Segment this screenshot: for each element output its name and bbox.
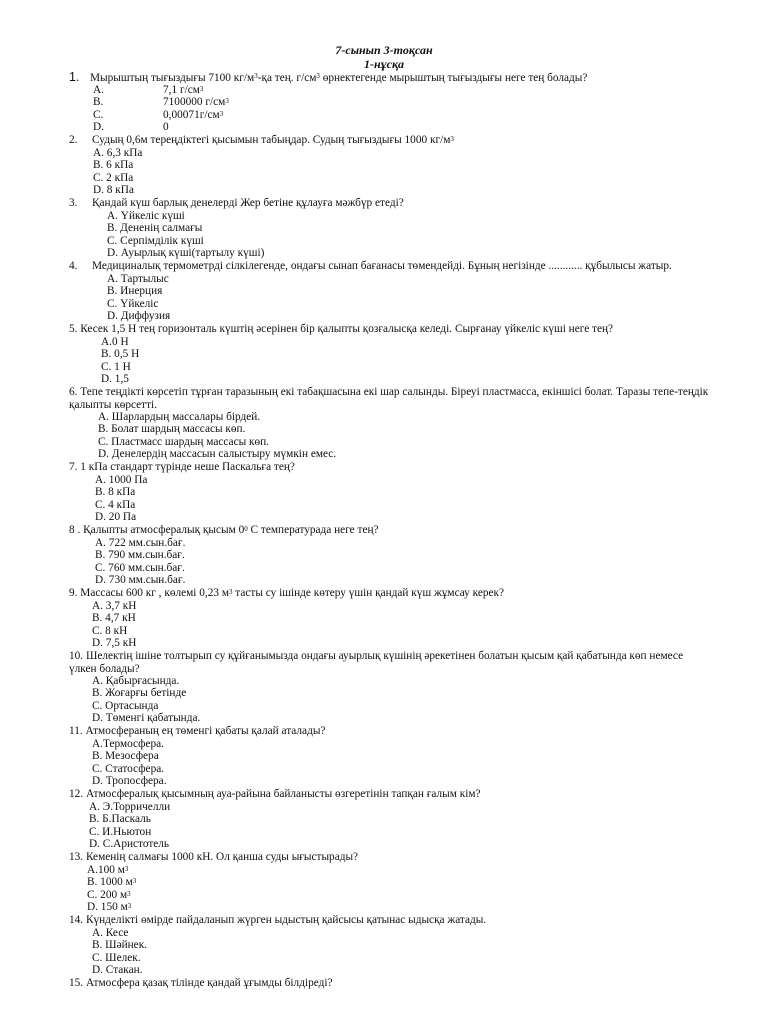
question-7-option-c: C. 4 кПа: [95, 499, 136, 511]
question-1-option-a: A. 7,1 $г/см^3$: [93, 84, 204, 96]
question-6-option-c: C. Пластмасс шардың массасы көп.: [98, 436, 270, 448]
question-3-option-a: А. Үйкеліс күші: [107, 210, 185, 222]
question-4: 4. Медициналық термометрді сілкілегенде, ондағы сынап бағанасы төмендейді. Бұның негізінде ............ құбылысы жатыр.: [69, 260, 672, 272]
question-6-option-d: D. Денелердің массасын салыстыру мүмкін емес.: [98, 448, 337, 460]
question-4-option-a: A. Тартылыс: [107, 273, 169, 285]
question-3-option-b: В. Дененің салмағы: [107, 222, 203, 234]
question-4-option-b: B. Инерция: [107, 285, 163, 297]
question-1-option-c: C. $0,00071г/см^3$: [93, 109, 224, 121]
question-11-option-b: B. Мезосфера: [92, 750, 159, 762]
question-13-option-d: D. 150 $м^3$: [87, 901, 132, 913]
question-5-option-b: B. 0,5 Н: [101, 348, 140, 360]
question-8-option-c: C. 760 мм.сын.бағ.: [95, 562, 185, 574]
question-9-option-b: B. 4,7 кН: [92, 612, 136, 624]
question-2-option-a: A. 6,3 кПа: [93, 147, 143, 159]
question-6-option-b: B. Болат шардың массасы көп.: [98, 423, 246, 435]
question-10-option-c: C. Ортасында: [92, 700, 159, 712]
question-5-option-c: C. 1 Н: [101, 361, 131, 373]
question-number: 1.: [69, 70, 80, 84]
question-7-option-d: D. 20 Па: [95, 511, 137, 523]
question-8: 8 . Қалыпты атмосфералық қысым $0^0$ С температурада неге тең?: [69, 524, 379, 536]
page-title: 7-сынып 3-тоқсан: [335, 43, 433, 57]
question-13-option-a: A.100 $м^3$: [87, 864, 129, 876]
question-9-option-d: D. 7,5 кН: [92, 637, 137, 649]
question-2: 2. Судың 0,6м тереңдіктегі қысымын табыңдар. Судың тығыздығы 1000 $кг/м^3$: [69, 134, 454, 146]
question-13: 13. Кеменің салмағы 1000 кН. Ол қанша суды ығыстырады?: [69, 851, 359, 863]
question-14-option-c: С. Шелек.: [92, 952, 141, 964]
question-7-option-b: B. 8 кПа: [95, 486, 136, 498]
question-9-option-c: C. 8 кН: [92, 625, 128, 637]
question-1-option-d: D. 0: [93, 121, 169, 133]
question-3: 3. Қандай күш барлық денелерді Жер бетіне құлауға мәжбүр етеді?: [69, 197, 404, 209]
question-7-option-a: A. 1000 Па: [95, 474, 148, 486]
question-13-option-b: B. 1000 $м^3$: [87, 876, 137, 888]
question-2-option-b: B. 6 кПа: [93, 159, 134, 171]
question-10: 10. Шелектің ішіне толтырып су құйғанымызда ондағы ауырлық күшінің әрекетінен болатын қысым қай қабатында көп немесе үлкен болады?: [69, 650, 684, 675]
variant-subtitle: 1-нұсқа: [363, 57, 405, 71]
question-12-option-a: A. Э.Торричелли: [89, 801, 171, 813]
question-3-option-c: С. Серпімділік күші: [107, 235, 204, 247]
question-3-option-d: D. Ауырлық күші(тартылу күші): [107, 247, 265, 259]
question-13-option-c: C. 200 $м^3$: [87, 889, 131, 901]
question-5: 5. Кесек 1,5 Н тең горизонталь күштің әсерінен бір қалыпты қозғалысқа келеді. Сырғанау үйкеліс күші неге тең?: [69, 323, 614, 335]
question-4-option-c: C. Үйкеліс: [107, 298, 159, 310]
question-10-option-b: B. Жоғарғы бетінде: [92, 687, 187, 699]
question-8-option-a: A. 722 мм.сын.бағ.: [95, 537, 186, 549]
question-6-option-a: A. Шарлардың массалары бірдей.: [98, 411, 261, 423]
question-15: 15. Атмосфера қазақ тілінде қандай ұғымды білдіреді?: [69, 977, 333, 989]
question-10-option-a: A. Қабырғасында.: [92, 675, 180, 687]
question-12-option-d: D. С.Аристотель: [89, 838, 170, 850]
question-12-option-b: B. Б.Паскаль: [89, 813, 151, 825]
question-9: 9. Массасы 600 кг , көлемі 0,23 $м^3$ тасты су ішінде көтеру үшін қандай күш жұмсау керек?: [69, 587, 505, 599]
question-14-option-d: D. Стакан.: [92, 964, 143, 976]
question-12-option-c: C. И.Ньютон: [89, 826, 152, 838]
question-11-option-d: D. Тропосфера.: [92, 775, 167, 787]
question-2-option-c: C. 2 кПа: [93, 172, 134, 184]
question-4-option-d: D. Диффузия: [107, 310, 171, 322]
question-11: 11. Атмосфераның ең төменгі қабаты қалай аталады?: [69, 725, 326, 737]
question-12: 12. Атмосфералық қысымның ауа-райына байланысты өзгеретінін тапқан ғалым кім?: [69, 788, 481, 800]
question-2-option-d: D. 8 кПа: [93, 184, 134, 196]
question-8-option-d: D. 730 мм.сын.бағ.: [95, 574, 186, 586]
question-1: 1. Мырыштың тығыздығы 7100 $кг/м^3-қа$ тең. $г/см^3$ өрнектегенде мырыштың тығыздығы неге тең болады?: [69, 70, 588, 84]
question-5-option-d: D. 1,5: [101, 373, 129, 385]
question-8-option-b: B. 790 мм.сын.бағ.: [95, 549, 185, 561]
question-14-option-b: В. Шәйнек.: [92, 939, 148, 951]
question-14-option-a: А. Кесе: [92, 927, 129, 939]
question-9-option-a: A. 3,7 кН: [92, 600, 137, 612]
question-14: 14. Күнделікті өмірде пайдаланып жүрген ыдыстың қайсысы қатынас ыдысқа жатады.: [69, 914, 487, 926]
question-7: 7. 1 кПа стандарт түрінде неше Паскальға тең?: [69, 461, 295, 473]
question-10-option-d: D. Төменгі қабатында.: [92, 712, 201, 724]
question-5-option-a: A.0 Н: [101, 336, 129, 348]
question-11-option-c: C. Статосфера.: [92, 763, 165, 775]
question-11-option-a: A.Термосфера.: [92, 738, 164, 750]
question-6: 6. Тепе теңдікті көрсетіп тұрған таразының екі табақшасына екі шар салынды. Біреуі пластмасса, екіншісі болат. Таразы тепе-теңдік қалыпты көрсетті.: [69, 386, 709, 411]
question-1-option-b: B. 7100000 $г/см^3$: [93, 96, 229, 108]
